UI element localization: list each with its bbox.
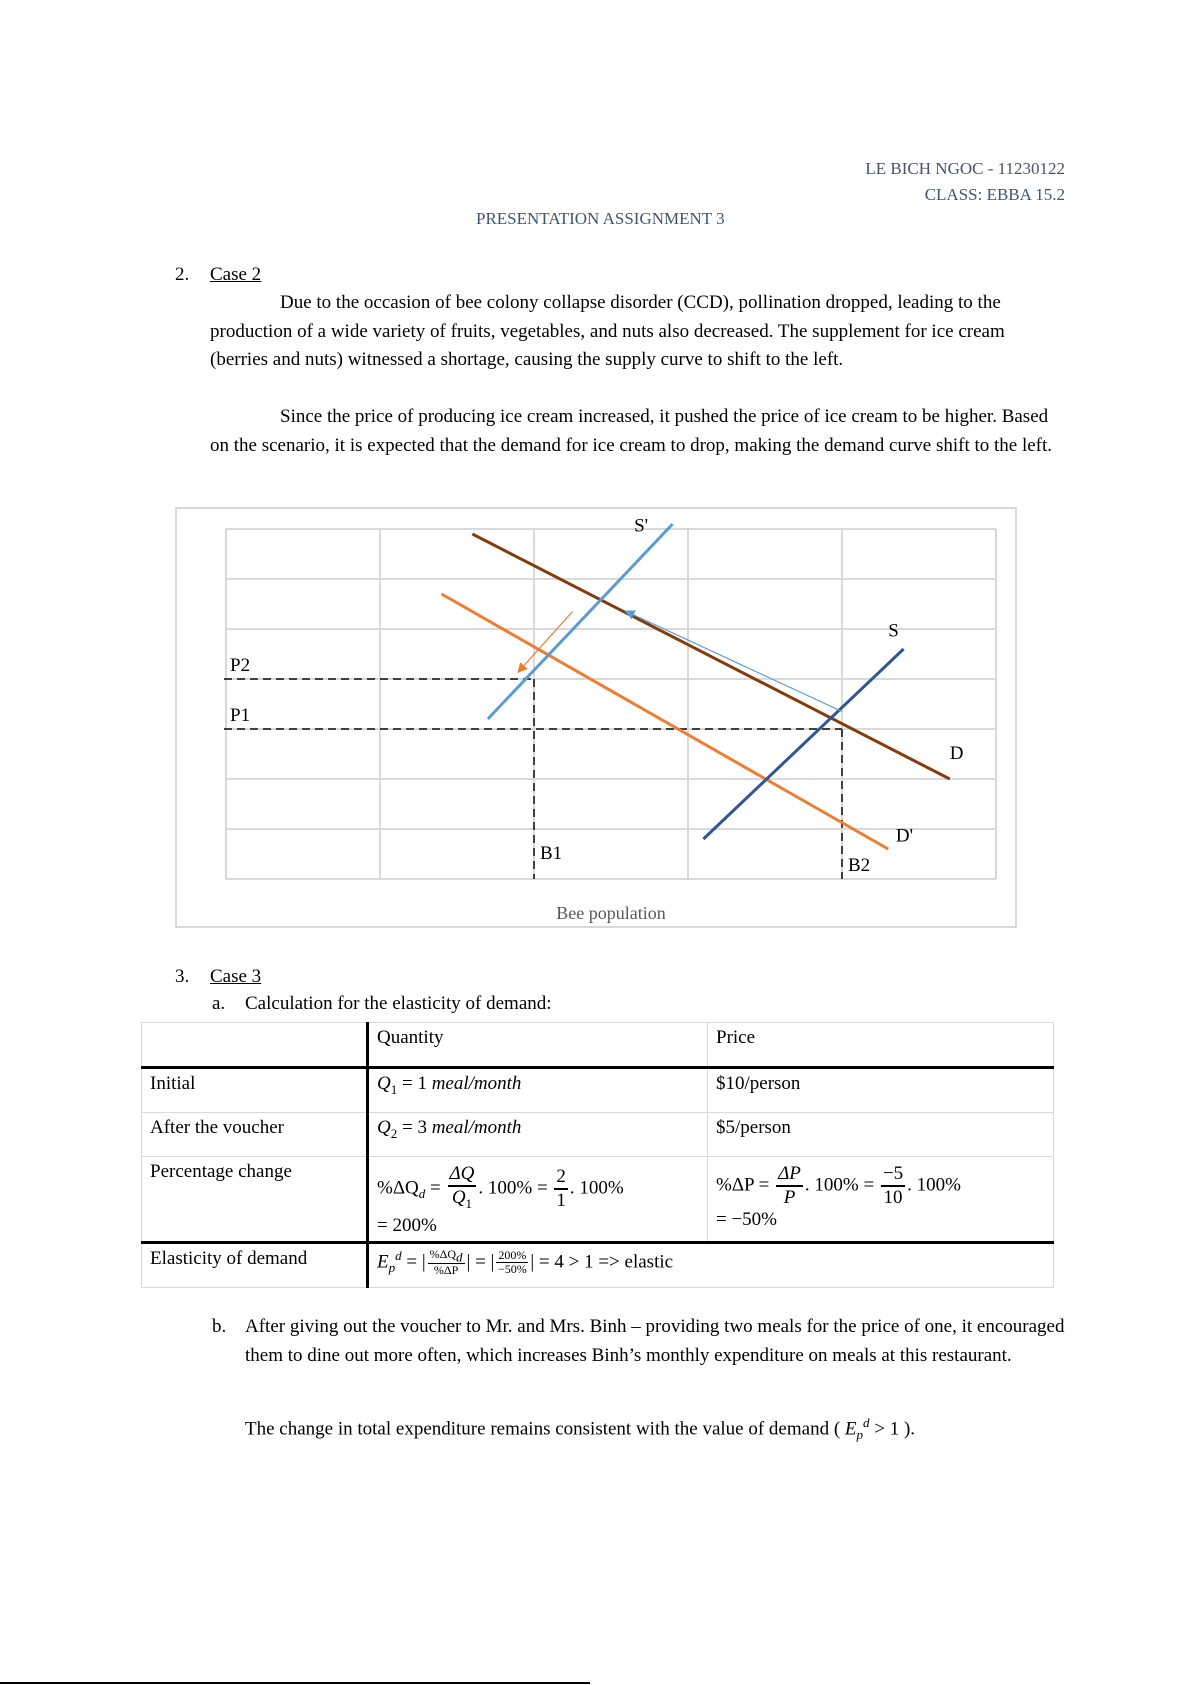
- q-sub: 2: [390, 1125, 398, 1141]
- row-label: Elasticity of demand: [142, 1242, 368, 1287]
- case2-heading: Case 2: [210, 264, 262, 285]
- q-frac2-den: 1: [556, 1189, 566, 1211]
- q-rest: = 1: [397, 1073, 432, 1094]
- q-lhs: %ΔQ: [377, 1177, 419, 1199]
- q-unit: meal/month: [431, 1073, 522, 1094]
- case2-paragraph-1: [210, 289, 1060, 375]
- q-var: Q: [377, 1117, 391, 1138]
- pct-change-price-cell: [708, 1157, 1054, 1243]
- case3-sub-b-marker: b.: [212, 1316, 227, 1337]
- case3-sub-b-conclusion: [245, 1409, 915, 1450]
- q-var: Q: [377, 1073, 391, 1094]
- e-eq: = |: [401, 1251, 426, 1273]
- e-frac-num-sub: d: [456, 1249, 463, 1265]
- row-label: Initial: [142, 1068, 368, 1113]
- q-rest: = 3: [397, 1117, 432, 1138]
- curve-s: [703, 649, 903, 839]
- chart-canvas: [177, 509, 1015, 926]
- e-fraction: [428, 1248, 465, 1277]
- e-mid: | = |: [466, 1251, 495, 1273]
- curve-label-d-prime: D': [895, 825, 914, 847]
- case3-number: 3.: [175, 966, 190, 987]
- e-frac2-num: 200%: [498, 1248, 527, 1263]
- page-title: PRESENTATION ASSIGNMENT 3: [476, 209, 725, 228]
- conclusion-e-sub: p: [856, 1427, 864, 1443]
- table-row-percentage-change: [142, 1157, 1054, 1243]
- price-cell: $10/person: [708, 1068, 1054, 1113]
- e-symbol: E: [377, 1251, 389, 1273]
- q-lhs-sub: d: [418, 1186, 426, 1202]
- q-frac-den-sub: 1: [465, 1195, 473, 1211]
- class-line: CLASS: EBBA 15.2: [924, 185, 1065, 204]
- case3-heading: Case 3: [210, 966, 262, 987]
- e-frac2-den: −50%: [497, 1262, 527, 1277]
- e-sub: p: [388, 1259, 396, 1275]
- case2-number: 2.: [175, 264, 190, 285]
- footnote-separator: [0, 1682, 590, 1684]
- p-lhs: %ΔP =: [716, 1174, 775, 1196]
- p-fraction: [776, 1163, 803, 1209]
- price-label-p1: P1: [230, 705, 251, 726]
- pct-change-quantity-cell: $\%\Delta Q_d$ = $\frac{\Delta Q}{Q_1}$ . 100% = $\frac{2}{1}$ . 100% = 200%: [368, 1157, 708, 1243]
- row-label: Percentage change: [142, 1157, 368, 1243]
- conclusion-e-sup: d: [863, 1415, 870, 1430]
- table-header-empty: [142, 1023, 368, 1068]
- price-cell: $5/person: [708, 1113, 1054, 1157]
- case2-paragraph-2: [210, 403, 1060, 460]
- case3-sub-a-text: Calculation for the elasticity of demand:: [245, 993, 552, 1014]
- conclusion-e-symbol: E: [844, 1418, 857, 1440]
- supply-shift-arrow: [626, 612, 842, 712]
- table-row: [142, 1068, 1054, 1113]
- p-tail: . 100%: [907, 1174, 961, 1196]
- q-result: = 200%: [377, 1214, 437, 1236]
- curve-label-s: S: [888, 620, 899, 642]
- conclusion-suffix: > 1 ).: [869, 1418, 916, 1440]
- x-axis-title: Bee population: [556, 903, 666, 923]
- table-row-elasticity: [142, 1242, 1054, 1287]
- table-header-quantity: Quantity: [368, 1023, 708, 1068]
- table-row: [142, 1113, 1054, 1157]
- elasticity-table: [141, 1022, 1054, 1288]
- quantity-cell: [368, 1068, 708, 1113]
- table-header-price: Price: [708, 1023, 1054, 1068]
- quantity-label-b1: B1: [540, 843, 563, 864]
- case3-sub-a-marker: a.: [212, 993, 226, 1014]
- q-tail: . 100%: [569, 1177, 624, 1199]
- quantity-label-b2: B2: [848, 855, 871, 876]
- case3-sub-b-text: After giving out the voucher to Mr. and Mrs. Binh – providing two meals for the price of one, it encouraged them to dine out more often, which increases Binh’s monthly expenditure on meals at this restaurant.: [245, 1316, 1065, 1366]
- p-mid: . 100% =: [804, 1174, 879, 1196]
- price-label-p2: P2: [230, 655, 251, 676]
- e-fraction-2: [496, 1249, 528, 1276]
- p-frac-den: P: [783, 1187, 796, 1208]
- author-line: LE BICH NGOC - 11230122: [865, 159, 1065, 178]
- curve-label-d: D: [949, 743, 964, 764]
- case2-paragraph-1-text: Due to the occasion of bee colony collapse disorder (CCD), pollination dropped, leading to the production of a wide variety of fruits, vegetables, and nuts also decreased. The supplement for ice cream (berries and nuts) witnessed a shortage, causing the supply curve to shift to the left.: [210, 292, 1005, 370]
- p-fraction-2: [881, 1163, 905, 1209]
- q-mid: . 100% =: [478, 1177, 553, 1199]
- q-fraction-2: [554, 1166, 568, 1212]
- curve-d: [472, 534, 949, 779]
- table-header-row: [142, 1023, 1054, 1068]
- e-frac-num: %ΔQ: [429, 1247, 457, 1262]
- supply-demand-chart: [175, 507, 1017, 928]
- q-fraction: [448, 1163, 477, 1215]
- row-label: After the voucher: [142, 1113, 368, 1157]
- p-result: = −50%: [716, 1209, 778, 1230]
- p-frac2-den: 10: [883, 1187, 903, 1208]
- q-frac-num: ΔQ: [448, 1163, 477, 1187]
- p-frac2-num: −5: [881, 1163, 905, 1187]
- case2-paragraph-2-text: Since the price of producing ice cream increased, it pushed the price of ice cream to be higher. Based on the scenario, it is expected that the demand for ice cream to drop, making the demand curve shift to the left.: [210, 406, 1053, 456]
- conclusion-prefix: The change in total expenditure remains consistent with the value of demand (: [245, 1418, 845, 1440]
- q-sub: 1: [390, 1081, 398, 1097]
- q-frac2-num: 2: [554, 1166, 568, 1190]
- q-unit: meal/month: [431, 1117, 522, 1138]
- curve-label-s-prime: S': [634, 515, 649, 537]
- quantity-cell: [368, 1113, 708, 1157]
- e-sup: d: [395, 1247, 402, 1263]
- e-result: | = 4 > 1 => elastic: [530, 1251, 674, 1273]
- p-frac-num: ΔP: [776, 1163, 803, 1187]
- q-frac-den: Q: [451, 1187, 466, 1208]
- elasticity-formula-cell: [368, 1242, 1054, 1287]
- e-frac-den: %ΔP: [433, 1263, 459, 1278]
